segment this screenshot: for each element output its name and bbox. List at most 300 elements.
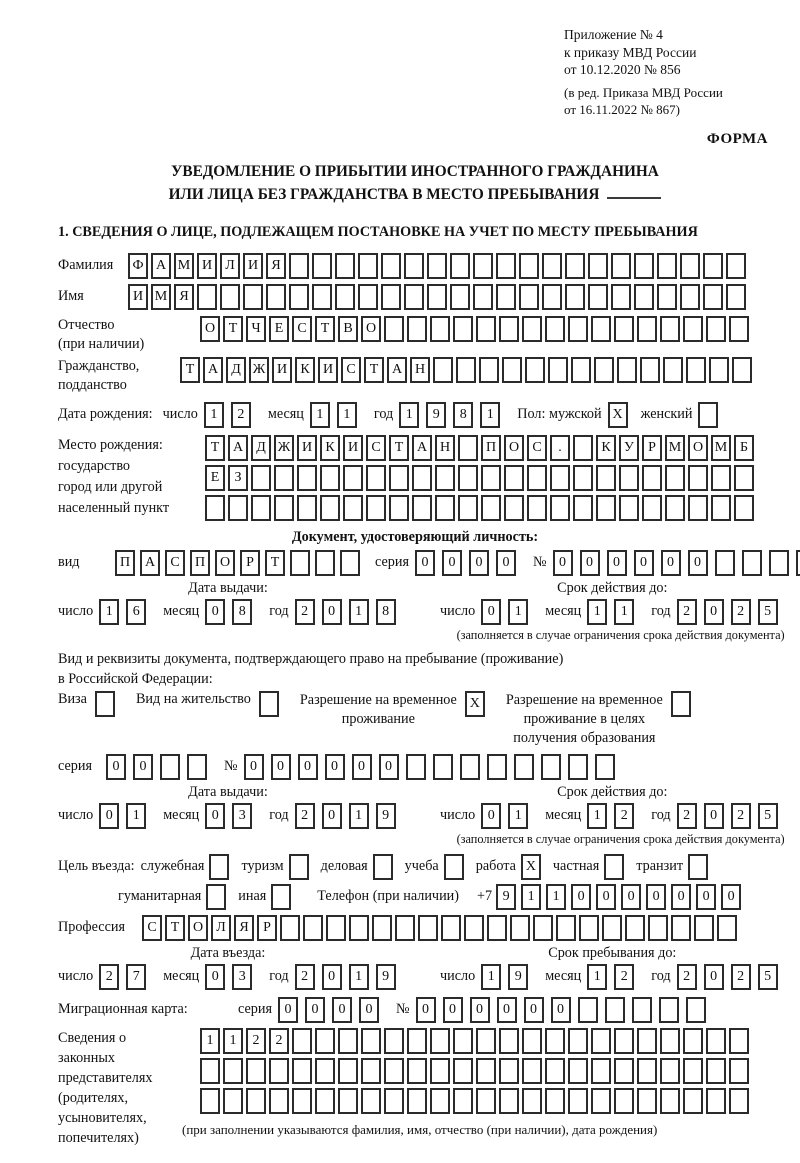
char-box[interactable]: С [292,316,312,342]
char-box[interactable]: 0 [481,803,501,829]
char-box[interactable]: Ж [249,357,269,383]
char-box[interactable] [458,435,478,461]
char-box[interactable] [496,253,516,279]
char-box[interactable] [412,495,432,521]
char-box[interactable]: 0 [205,964,225,990]
char-box[interactable] [594,357,614,383]
char-box[interactable]: 0 [469,550,489,576]
char-box[interactable]: 0 [580,550,600,576]
char-box[interactable] [717,915,737,941]
char-box[interactable] [640,357,660,383]
char-box[interactable] [303,915,323,941]
char-box[interactable] [665,495,685,521]
char-box[interactable] [729,1088,749,1114]
char-box[interactable]: 2 [99,964,119,990]
purpose-business-checkbox[interactable] [373,854,396,880]
char-box[interactable] [372,915,392,941]
char-box[interactable] [734,465,754,491]
char-box[interactable] [657,284,677,310]
char-box[interactable]: Р [240,550,260,576]
char-box[interactable] [591,316,611,342]
char-box[interactable] [625,915,645,941]
char-box[interactable] [611,284,631,310]
char-box[interactable] [338,1028,358,1054]
char-box[interactable] [548,357,568,383]
char-box[interactable] [315,1058,335,1084]
char-box[interactable] [663,357,683,383]
char-box[interactable]: 0 [524,997,544,1023]
char-box[interactable]: Т [364,357,384,383]
char-box[interactable] [458,495,478,521]
char-box[interactable]: 6 [126,599,146,625]
char-box[interactable]: 3 [232,803,252,829]
birthplace-row3-field[interactable] [205,495,757,521]
char-box[interactable] [568,1088,588,1114]
char-box[interactable] [187,754,207,780]
char-box[interactable] [595,754,615,780]
char-box[interactable] [441,915,461,941]
char-box[interactable] [504,495,524,521]
char-box[interactable]: П [190,550,210,576]
char-box[interactable]: 0 [205,599,225,625]
char-box[interactable]: 1 [349,964,369,990]
char-box[interactable] [769,550,789,576]
char-box[interactable]: 7 [126,964,146,990]
char-box[interactable] [556,915,576,941]
char-box[interactable]: 2 [677,803,697,829]
char-box[interactable] [251,495,271,521]
char-box[interactable] [326,915,346,941]
char-box[interactable] [688,495,708,521]
char-box[interactable] [450,253,470,279]
char-box[interactable] [223,1088,243,1114]
char-box[interactable]: 1 [126,803,146,829]
char-box[interactable] [384,1088,404,1114]
char-box[interactable] [430,1088,450,1114]
temp-residence-edu-checkbox[interactable] [671,691,694,717]
char-box[interactable]: 2 [614,964,634,990]
id-issue-day-field[interactable] [99,599,153,625]
char-box[interactable]: 8 [232,599,252,625]
doc-series-field[interactable] [415,550,523,576]
char-box[interactable]: А [203,357,223,383]
char-box[interactable]: С [527,435,547,461]
char-box[interactable]: 0 [607,550,627,576]
char-box[interactable]: 0 [133,754,153,780]
purpose-humanitarian-checkbox[interactable] [206,884,229,910]
char-box[interactable]: X [608,402,628,428]
citizenship-field[interactable] [180,357,755,383]
char-box[interactable]: 0 [415,550,435,576]
char-box[interactable] [502,357,522,383]
char-box[interactable]: 2 [295,599,315,625]
char-box[interactable]: Д [226,357,246,383]
id-valid-month-field[interactable] [587,599,641,625]
temp-residence-checkbox[interactable] [465,691,488,717]
res-issue-day-field[interactable] [99,803,153,829]
char-box[interactable] [683,1088,703,1114]
char-box[interactable]: К [596,435,616,461]
char-box[interactable] [160,754,180,780]
char-box[interactable] [660,1028,680,1054]
mc-number-field[interactable] [416,997,713,1023]
char-box[interactable]: О [188,915,208,941]
char-box[interactable]: Н [435,435,455,461]
char-box[interactable]: 0 [322,964,342,990]
char-box[interactable] [320,495,340,521]
char-box[interactable] [591,1088,611,1114]
id-valid-day-field[interactable] [481,599,535,625]
char-box[interactable]: 1 [508,803,528,829]
char-box[interactable]: 2 [677,599,697,625]
char-box[interactable]: О [504,435,524,461]
char-box[interactable]: Ж [274,435,294,461]
char-box[interactable] [481,495,501,521]
doc-kind-field[interactable] [115,550,365,576]
char-box[interactable]: 9 [508,964,528,990]
reps-row1-field[interactable] [200,1028,752,1054]
char-box[interactable] [450,284,470,310]
char-box[interactable]: 0 [661,550,681,576]
res-valid-month-field[interactable] [587,803,641,829]
char-box[interactable]: 0 [696,884,716,910]
char-box[interactable] [660,316,680,342]
char-box[interactable]: А [228,435,248,461]
char-box[interactable] [619,465,639,491]
char-box[interactable] [541,754,561,780]
purpose-work-checkbox[interactable] [521,854,544,880]
char-box[interactable]: Т [315,316,335,342]
char-box[interactable] [269,1088,289,1114]
surname-field[interactable] [128,253,749,279]
char-box[interactable] [223,1058,243,1084]
char-box[interactable] [660,1058,680,1084]
char-box[interactable] [481,465,501,491]
char-box[interactable] [266,284,286,310]
char-box[interactable] [407,1088,427,1114]
char-box[interactable]: 0 [704,964,724,990]
char-box[interactable] [514,754,534,780]
char-box[interactable]: 2 [731,803,751,829]
char-box[interactable] [522,316,542,342]
char-box[interactable]: 0 [551,997,571,1023]
char-box[interactable] [499,316,519,342]
char-box[interactable]: С [366,435,386,461]
char-box[interactable]: 2 [295,803,315,829]
char-box[interactable]: 0 [244,754,264,780]
char-box[interactable] [290,550,310,576]
char-box[interactable]: Л [220,253,240,279]
char-box[interactable] [688,854,708,880]
stay-day-field[interactable] [481,964,535,990]
char-box[interactable]: 2 [231,402,251,428]
char-box[interactable]: О [215,550,235,576]
char-box[interactable] [671,691,691,717]
char-box[interactable] [453,316,473,342]
purpose-tourism-checkbox[interactable] [289,854,312,880]
char-box[interactable]: 1 [481,964,501,990]
char-box[interactable] [698,402,718,428]
char-box[interactable] [683,316,703,342]
char-box[interactable] [729,1058,749,1084]
char-box[interactable] [404,253,424,279]
char-box[interactable] [683,1058,703,1084]
char-box[interactable] [734,495,754,521]
char-box[interactable] [525,357,545,383]
char-box[interactable]: З [228,465,248,491]
char-box[interactable] [292,1028,312,1054]
char-box[interactable]: 0 [322,599,342,625]
char-box[interactable] [711,465,731,491]
birth-month-field[interactable] [310,402,364,428]
char-box[interactable]: С [341,357,361,383]
char-box[interactable] [550,495,570,521]
char-box[interactable] [366,465,386,491]
char-box[interactable] [430,316,450,342]
purpose-private-checkbox[interactable] [604,854,627,880]
char-box[interactable]: 0 [553,550,573,576]
char-box[interactable]: П [115,550,135,576]
char-box[interactable] [726,253,746,279]
char-box[interactable]: 0 [671,884,691,910]
char-box[interactable] [591,1028,611,1054]
char-box[interactable]: 0 [571,884,591,910]
char-box[interactable]: Ф [128,253,148,279]
char-box[interactable]: 9 [496,884,516,910]
doc-number-field[interactable] [553,550,800,576]
char-box[interactable] [614,1058,634,1084]
entry-day-field[interactable] [99,964,153,990]
char-box[interactable]: 1 [310,402,330,428]
residence-permit-checkbox[interactable] [259,691,282,717]
char-box[interactable]: X [521,854,541,880]
char-box[interactable]: 5 [758,599,778,625]
char-box[interactable] [596,495,616,521]
char-box[interactable] [243,284,263,310]
firstname-field[interactable] [128,284,749,310]
char-box[interactable]: И [343,435,363,461]
char-box[interactable] [542,284,562,310]
purpose-other-checkbox[interactable] [271,884,294,910]
char-box[interactable] [315,1028,335,1054]
char-box[interactable] [573,435,593,461]
char-box[interactable] [435,465,455,491]
birth-year-field[interactable] [399,402,507,428]
char-box[interactable] [320,465,340,491]
char-box[interactable]: И [318,357,338,383]
res-valid-year-field[interactable] [677,803,785,829]
char-box[interactable]: 0 [205,803,225,829]
char-box[interactable] [453,1058,473,1084]
char-box[interactable] [522,1058,542,1084]
char-box[interactable] [796,550,800,576]
char-box[interactable]: Т [223,316,243,342]
char-box[interactable]: 1 [200,1028,220,1054]
char-box[interactable] [588,253,608,279]
char-box[interactable] [476,1058,496,1084]
char-box[interactable]: 1 [614,599,634,625]
char-box[interactable] [406,754,426,780]
char-box[interactable] [271,884,291,910]
res-valid-day-field[interactable] [481,803,535,829]
stay-year-field[interactable] [677,964,785,990]
char-box[interactable]: В [338,316,358,342]
char-box[interactable] [473,284,493,310]
purpose-study-checkbox[interactable] [444,854,467,880]
char-box[interactable] [358,284,378,310]
char-box[interactable] [384,1058,404,1084]
char-box[interactable] [637,1028,657,1054]
char-box[interactable] [711,495,731,521]
char-box[interactable] [496,284,516,310]
char-box[interactable] [361,1058,381,1084]
char-box[interactable] [604,854,624,880]
char-box[interactable]: 1 [349,803,369,829]
entry-year-field[interactable] [295,964,403,990]
char-box[interactable]: 0 [379,754,399,780]
char-box[interactable] [292,1088,312,1114]
char-box[interactable]: 5 [758,964,778,990]
char-box[interactable] [726,284,746,310]
char-box[interactable] [499,1088,519,1114]
char-box[interactable] [453,1088,473,1114]
char-box[interactable]: 0 [305,997,325,1023]
char-box[interactable] [614,316,634,342]
char-box[interactable]: 1 [546,884,566,910]
char-box[interactable] [315,1088,335,1114]
char-box[interactable] [619,495,639,521]
char-box[interactable] [680,284,700,310]
char-box[interactable]: М [174,253,194,279]
char-box[interactable]: 1 [349,599,369,625]
char-box[interactable] [715,550,735,576]
char-box[interactable] [297,465,317,491]
char-box[interactable] [504,465,524,491]
char-box[interactable] [706,1028,726,1054]
char-box[interactable]: У [619,435,639,461]
char-box[interactable] [527,495,547,521]
char-box[interactable]: 0 [99,803,119,829]
char-box[interactable] [289,253,309,279]
char-box[interactable] [632,997,652,1023]
char-box[interactable] [688,465,708,491]
char-box[interactable] [522,1028,542,1054]
char-box[interactable] [617,357,637,383]
char-box[interactable]: 1 [587,599,607,625]
char-box[interactable] [522,1088,542,1114]
char-box[interactable]: Т [265,550,285,576]
char-box[interactable] [542,253,562,279]
char-box[interactable] [573,465,593,491]
char-box[interactable] [427,284,447,310]
char-box[interactable]: И [128,284,148,310]
char-box[interactable] [686,357,706,383]
char-box[interactable] [648,915,668,941]
char-box[interactable] [565,253,585,279]
char-box[interactable]: 0 [497,997,517,1023]
char-box[interactable] [602,915,622,941]
char-box[interactable] [200,1058,220,1084]
char-box[interactable]: П [481,435,501,461]
char-box[interactable] [384,1028,404,1054]
char-box[interactable]: 2 [269,1028,289,1054]
char-box[interactable]: Е [205,465,225,491]
char-box[interactable] [614,1088,634,1114]
char-box[interactable] [568,1058,588,1084]
char-box[interactable]: 2 [295,964,315,990]
char-box[interactable] [251,465,271,491]
female-checkbox[interactable] [698,402,721,428]
char-box[interactable]: X [465,691,485,717]
char-box[interactable]: 2 [614,803,634,829]
char-box[interactable] [686,997,706,1023]
char-box[interactable] [395,915,415,941]
char-box[interactable]: И [197,253,217,279]
char-box[interactable] [343,465,363,491]
res-issue-year-field[interactable] [295,803,403,829]
char-box[interactable]: К [295,357,315,383]
char-box[interactable] [706,316,726,342]
char-box[interactable]: 1 [337,402,357,428]
char-box[interactable] [404,284,424,310]
birthplace-row1-field[interactable] [205,435,757,461]
char-box[interactable] [366,495,386,521]
res-issue-month-field[interactable] [205,803,259,829]
res-number-field[interactable] [244,754,622,780]
char-box[interactable] [206,884,226,910]
char-box[interactable] [499,1058,519,1084]
char-box[interactable] [519,284,539,310]
char-box[interactable]: 0 [359,997,379,1023]
char-box[interactable] [642,495,662,521]
char-box[interactable]: Я [174,284,194,310]
char-box[interactable]: М [665,435,685,461]
char-box[interactable] [519,253,539,279]
char-box[interactable] [205,495,225,521]
char-box[interactable]: 2 [731,599,751,625]
char-box[interactable] [473,253,493,279]
char-box[interactable] [545,1028,565,1054]
char-box[interactable]: 0 [106,754,126,780]
char-box[interactable] [280,915,300,941]
char-box[interactable]: 0 [721,884,741,910]
char-box[interactable] [389,465,409,491]
char-box[interactable]: А [412,435,432,461]
char-box[interactable]: И [272,357,292,383]
char-box[interactable] [476,1028,496,1054]
entry-month-field[interactable] [205,964,259,990]
char-box[interactable]: 0 [621,884,641,910]
char-box[interactable]: 0 [481,599,501,625]
char-box[interactable] [568,316,588,342]
char-box[interactable] [579,915,599,941]
char-box[interactable]: О [688,435,708,461]
char-box[interactable] [220,284,240,310]
char-box[interactable] [578,997,598,1023]
char-box[interactable] [637,316,657,342]
char-box[interactable]: 0 [332,997,352,1023]
char-box[interactable]: Р [642,435,662,461]
char-box[interactable]: 1 [521,884,541,910]
char-box[interactable] [568,1028,588,1054]
char-box[interactable] [335,253,355,279]
char-box[interactable] [545,316,565,342]
char-box[interactable] [614,1028,634,1054]
char-box[interactable]: О [200,316,220,342]
char-box[interactable] [373,854,393,880]
char-box[interactable]: 9 [376,803,396,829]
char-box[interactable] [499,1028,519,1054]
